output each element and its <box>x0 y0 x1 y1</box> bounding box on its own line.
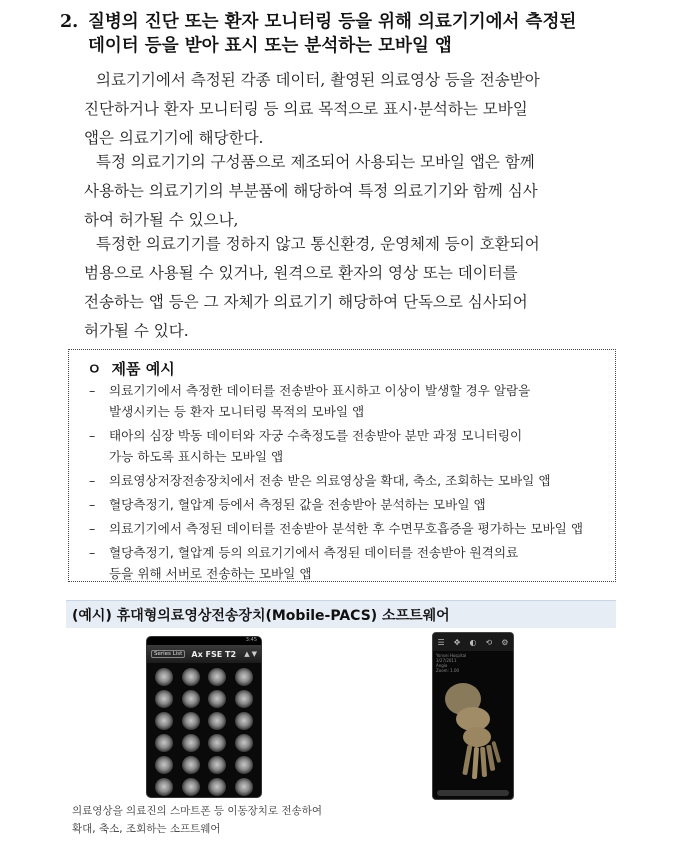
series-list-button: Series List <box>151 650 185 658</box>
paragraph-line: 진단하거나 환자 모니터링 등 의료 목적으로 표시·분석하는 모바일 <box>84 100 528 118</box>
bone-shape <box>463 727 491 747</box>
rotate-icon: ⟲ <box>485 637 493 647</box>
series-title: Ax FSE T2 <box>191 649 237 659</box>
list-item-line: 발생시키는 등 환자 모니터링 목적의 모바일 앱 <box>109 404 365 419</box>
dash-icon: – <box>89 545 96 560</box>
mri-slice-thumbnail <box>155 668 173 686</box>
list-item <box>87 494 611 515</box>
pan-icon: ✥ <box>453 637 461 647</box>
mri-slice-thumbnail <box>155 734 173 752</box>
paragraph-line: 사용하는 의료기기의 부분품에 해당하여 특정 의료기기와 함께 심사 <box>84 182 538 200</box>
mri-slice-thumbnail <box>235 712 253 730</box>
paragraph-line: 특정 의료기기의 구성품으로 제조되어 사용되는 모바일 앱은 함께 <box>96 153 535 171</box>
down-arrow-icon: ▼ <box>251 650 257 658</box>
paragraph-line: 하여 허가될 수 있으나, <box>84 211 239 229</box>
paragraph-2 <box>84 148 624 235</box>
mri-slice-thumbnail <box>182 690 200 708</box>
paragraph-line: 의료기기에서 측정된 각종 데이터, 촬영된 의료영상 등을 전송받아 <box>96 71 540 89</box>
mri-slice-thumbnail <box>182 712 200 730</box>
paragraph-line: 특정한 의료기기를 정하지 않고 통신환경, 운영체제 등이 호환되어 <box>96 235 540 253</box>
paragraph-line: 앱은 의료기기에 해당한다. <box>84 129 264 147</box>
caption-line: 의료영상을 의료진의 스마트폰 등 이동장치로 전송하여 <box>72 805 322 817</box>
section-heading <box>60 10 640 58</box>
examples-title-text: 제품 예시 <box>111 360 175 378</box>
bone-shape <box>472 747 479 779</box>
mri-slice-thumbnail <box>208 690 226 708</box>
mri-slice-thumbnail <box>208 712 226 730</box>
mri-slice-thumbnail <box>208 756 226 774</box>
list-item <box>87 518 611 539</box>
viewer-toolbar <box>147 645 261 663</box>
list-item <box>87 542 611 584</box>
dash-icon: – <box>89 428 96 443</box>
info-line: Yonsei Hospital <box>436 653 467 658</box>
list-item-line: 혈당측정기, 혈압계 등에서 측정된 값을 전송받아 분석하는 모바일 앱 <box>109 497 486 512</box>
examples-list <box>87 380 611 587</box>
contrast-icon: ◐ <box>469 637 477 647</box>
dash-icon: – <box>89 383 96 398</box>
section-number: 2. <box>60 12 79 32</box>
bone-shape <box>480 747 487 777</box>
mri-slice-thumbnail <box>235 734 253 752</box>
mri-slice-thumbnail <box>155 712 173 730</box>
3d-render-screenshot <box>432 632 514 800</box>
info-line: 3/27/2011 <box>436 658 457 663</box>
foot-bones-render <box>433 669 514 789</box>
list-item <box>87 380 611 422</box>
mri-slice-thumbnail <box>208 668 226 686</box>
heading-line-2: 데이터 등을 받아 표시 또는 분석하는 모바일 앱 <box>88 36 452 56</box>
dash-icon: – <box>89 497 96 512</box>
info-line: Angio <box>436 663 448 668</box>
mri-slice-thumbnail <box>235 668 253 686</box>
playback-slider <box>437 790 509 796</box>
list-item-line: 의료기기에서 측정한 데이터를 전송받아 표시하고 이상이 발생할 경우 알람을 <box>109 383 531 398</box>
mri-slice-thumbnail <box>235 778 253 796</box>
up-arrow-icon: ▲ <box>244 650 250 658</box>
mri-slice-thumbnail <box>208 778 226 796</box>
heading-line-1: 질병의 진단 또는 환자 모니터링 등을 위해 의료기기에서 측정된 <box>88 12 577 32</box>
list-item-line: 혈당측정기, 혈압계 등의 의료기기에서 측정된 데이터를 전송받아 원격의료 <box>109 545 519 560</box>
figure-caption <box>72 802 362 838</box>
paragraph-line: 허가될 수 있다. <box>84 322 189 340</box>
dash-icon: – <box>89 473 96 488</box>
list-item <box>87 425 611 467</box>
paragraph-1 <box>84 66 624 153</box>
mri-slice-thumbnail <box>182 778 200 796</box>
menu-icon: ☰ <box>437 637 445 647</box>
mri-slice-thumbnail <box>155 778 173 796</box>
list-item-line: 가능 하도록 표시하는 모바일 앱 <box>109 449 284 464</box>
list-item <box>87 470 611 491</box>
mri-slice-thumbnail <box>182 756 200 774</box>
circle-bullet-icon: ㅇ <box>87 360 102 378</box>
mri-slice-thumbnail <box>235 690 253 708</box>
mri-slice-thumbnail <box>155 690 173 708</box>
mri-slice-thumbnail <box>155 756 173 774</box>
list-item-line: 의료영상저장전송장치에서 전송 받은 의료영상을 확대, 축소, 조회하는 모바일 앱 <box>109 473 551 488</box>
mri-slice-thumbnail <box>235 756 253 774</box>
mri-viewer-screenshot <box>146 636 262 798</box>
render-toolbar <box>433 633 513 651</box>
paragraph-line: 범용으로 사용될 수 있거나, 원격으로 환자의 영상 또는 데이터를 <box>84 264 518 282</box>
settings-icon: ⚙ <box>501 637 509 647</box>
bone-shape <box>456 707 490 731</box>
mri-slice-thumbnail <box>182 668 200 686</box>
list-item-line: 의료기기에서 측정된 데이터를 전송받아 분석한 후 수면무호흡증을 평가하는 모바일 앱 <box>109 521 583 536</box>
bone-shape <box>462 745 472 775</box>
product-examples-box <box>68 349 616 582</box>
mri-slice-thumbnail <box>182 734 200 752</box>
example-section-title: (예시) 휴대형의료영상전송장치(Mobile-PACS) 소프트웨어 <box>66 600 616 628</box>
status-bar-time: 3:45 <box>147 637 261 645</box>
list-item-line: 태아의 심장 박동 데이터와 자궁 수축정도를 전송받아 분만 과정 모니터링이 <box>109 428 523 443</box>
paragraph-line: 전송하는 앱 등은 그 자체가 의료기기 해당하여 단독으로 심사되어 <box>84 293 528 311</box>
examples-title <box>87 358 175 379</box>
caption-line: 확대, 축소, 조회하는 소프트웨어 <box>72 823 221 835</box>
paragraph-3 <box>84 230 624 346</box>
mri-slice-thumbnail <box>208 734 226 752</box>
list-item-line: 등을 위해 서버로 전송하는 모바일 앱 <box>109 566 312 581</box>
dash-icon: – <box>89 521 96 536</box>
mri-slice-grid <box>147 663 261 798</box>
info-line: Zoom: 1.00 <box>436 668 460 673</box>
